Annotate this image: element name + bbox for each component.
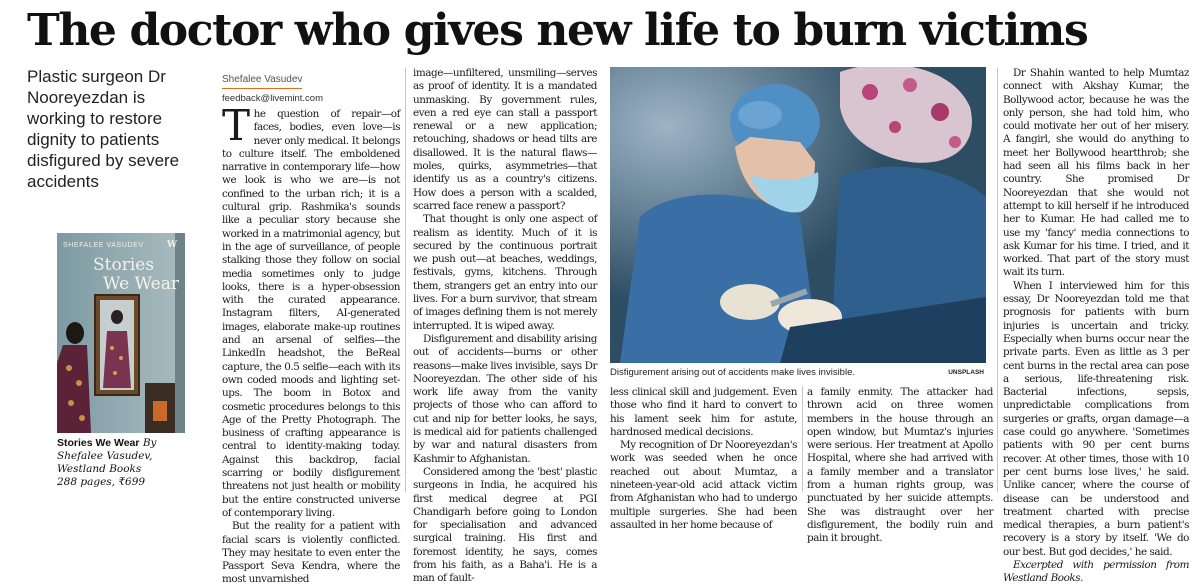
book-cover-image bbox=[57, 233, 185, 433]
book-info bbox=[57, 437, 207, 489]
paragraph: image—unfiltered, unsmiling—serves as proof of identity. It is a mandated unmasking. By government rules, even a red eye can stall a passport renewal or a new application; retouching, shadows or head tilts are disallowed. It is the natural flaws—moles, quirks, asymmetries—that identify us as a country's citizens. How does a person with a scalded, scarred face renew a passport? bbox=[413, 67, 597, 212]
paragraph: That thought is only one aspect of realism as identity. Much of it is secured by the continuous portrait we push out—at beaches, weddings, festivals, gyms, kitchens. Through them, strangers get an entry into our lives. For a burn survivor, that stream of images defining them is not merely interrupted. It is wiped away. bbox=[413, 213, 597, 332]
paragraph: But the reality for a patient with facial scars is violently conflicted. They may hesitate to even enter the Passport Seva Kendra, where the most unvarnished bbox=[222, 520, 400, 586]
paragraph: a family enmity. The attacker had thrown acid on three women members in the house through an open window, but Mumtaz's injuries were serious. Her treatment at Apollo Hospital, where she had arrived with a family member and a translator from a human rights group, was punctuated by her suicide attempts. She was distraught over her disfigurement, the bodily ruin and pain it brought. bbox=[807, 386, 993, 545]
book-details: 288 pages, ₹699 bbox=[57, 476, 146, 488]
book-title: Stories We Wear bbox=[57, 437, 140, 449]
standfirst: Plastic surgeon Dr Nooreyezdan is working to restore dignity to patients disfigured by severe accidents bbox=[27, 67, 180, 191]
article-column-1 bbox=[222, 101, 400, 587]
excerpt-credit: Excerpted with permission from Westland Books. bbox=[1003, 558, 1189, 585]
paragraph: When I interviewed him for this essay, Dr Nooreyezdan told me that prognosis for patients with burn injuries is uncertain and tricky. Especially when burns occur near the private parts. Even as little as 3 per cent burns in the rectal area can pose a serious, life-threatening risk. Bacterial infections, sepsis, unpredictable complications from surgeries or grafts, organ damage—a case could go anywhere. 'Sometimes patients with 90 per cent burns recover. At other times, those with 10 per cent burns lose lives,' he said. Unlike cancer, where the course of disease can be understood and treatment charted with precise medical therapies, a burn patient's recovery is a story by itself. 'We do our best. But god decides,' he said. bbox=[1003, 279, 1189, 558]
book-publisher: Westland Books bbox=[57, 463, 142, 475]
column-divider bbox=[405, 68, 406, 492]
headline: The doctor who gives new life to burn victims bbox=[27, 5, 1088, 56]
book-by: By bbox=[142, 437, 157, 449]
paragraph: he question of repair—of faces, bodies, even love—is never only medical. It belongs to culture itself. The emboldened narrative in contemporary life—how we look is who we are—is not confined to the urban rich; it is a cultural grip. Rashmika's sounds like a peculiar story because she worked in a matrimonial agency, but in the age of surveillance, of people stalking those they follow on social media sometimes only to judge looks, there is a hyper-obsession with the curated appearance. Instagram filters, AI-generated images, elaborate make-up routines and an arsenal of selfies—the LinkedIn headshot, the BeReal capture, the 0.5 selfie—each with its own coded moods and lighting set-ups. The boom in Botox and cosmetic procedures belongs to this Age of the Pretty Photograph. The business of crafting appearance is central to identity-making today. Against this backdrop, facial scarring or bodily disfigurement threatens not just health or mobility but the entire constructed universe of contemporary living. bbox=[222, 108, 400, 519]
author-email[interactable]: feedback@livemint.com bbox=[222, 93, 323, 104]
photo-credit: UNSPLASH bbox=[948, 369, 984, 376]
cover-author-text: SHEFALEE VASUDEV bbox=[63, 242, 144, 249]
caption-text: Disfigurement arising out of accidents make lives invisible. bbox=[610, 367, 855, 378]
column-divider bbox=[802, 386, 803, 492]
cover-title-line1: Stories bbox=[93, 255, 155, 275]
article-column-5 bbox=[1003, 67, 1189, 586]
book-author: Shefalee Vasudev, bbox=[57, 450, 153, 462]
article-column-3 bbox=[610, 386, 797, 532]
author-name[interactable]: Shefalee Vasudev bbox=[222, 74, 302, 89]
paragraph: Disfigurement and disability arising out of accidents—burns or other reasons—make lives invisible, says Dr Nooreyezdan. The other side of his work life away from the vanity projects of those who can afford to cut and nip for better looks, he says, is medical aid for patients challenged by war and natural disasters from Kashmir to Afghanistan. bbox=[413, 332, 597, 465]
drop-cap: T bbox=[222, 101, 250, 150]
column-divider bbox=[997, 68, 998, 492]
publisher-logo: W bbox=[167, 240, 178, 250]
paragraph: Dr Shahin wanted to help Mumtaz connect with Akshay Kumar, the Bollywood actor, because he was the only person, she had told him, who could motivate her out of her misery. A fangirl, she would do anything to meet her Bollywood heartthrob; she had seen all his films back in her country. She promised Dr Nooreyezdan that she would not attempt to kill herself if he introduced her to Kumar. He had called me to use my 'fancy' media connections to ask Kumar for his time. I tried, and it worked. That part of the story must wait its turn. bbox=[1003, 67, 1189, 279]
paragraph: My recognition of Dr Nooreyezdan's work was seeded when he once reached out about Mumtaz, a nineteen-year-old acid attack victim from Afghanistan who had to undergo multiple surgeries. She had been assaulted in her home because of bbox=[610, 439, 797, 531]
cover-title-line2: We Wear bbox=[103, 274, 179, 294]
byline bbox=[222, 67, 402, 105]
surgery-photo bbox=[610, 67, 986, 363]
article-column-2 bbox=[413, 67, 597, 586]
paragraph: Considered among the 'best' plastic surgeons in India, he acquired his first medical degree at PGI Chandigarh before going to London for specialisation and advanced surgical training. His first and foremost identity, he says, comes from his faith, as a Baha'i. He is a man of fault- bbox=[413, 465, 597, 585]
photo-caption bbox=[610, 367, 986, 380]
article-column-4 bbox=[807, 386, 993, 546]
paragraph: less clinical skill and judgement. Even those who find it hard to convert to his lament seek him for astute, hardnosed medical decisions. bbox=[610, 386, 797, 438]
